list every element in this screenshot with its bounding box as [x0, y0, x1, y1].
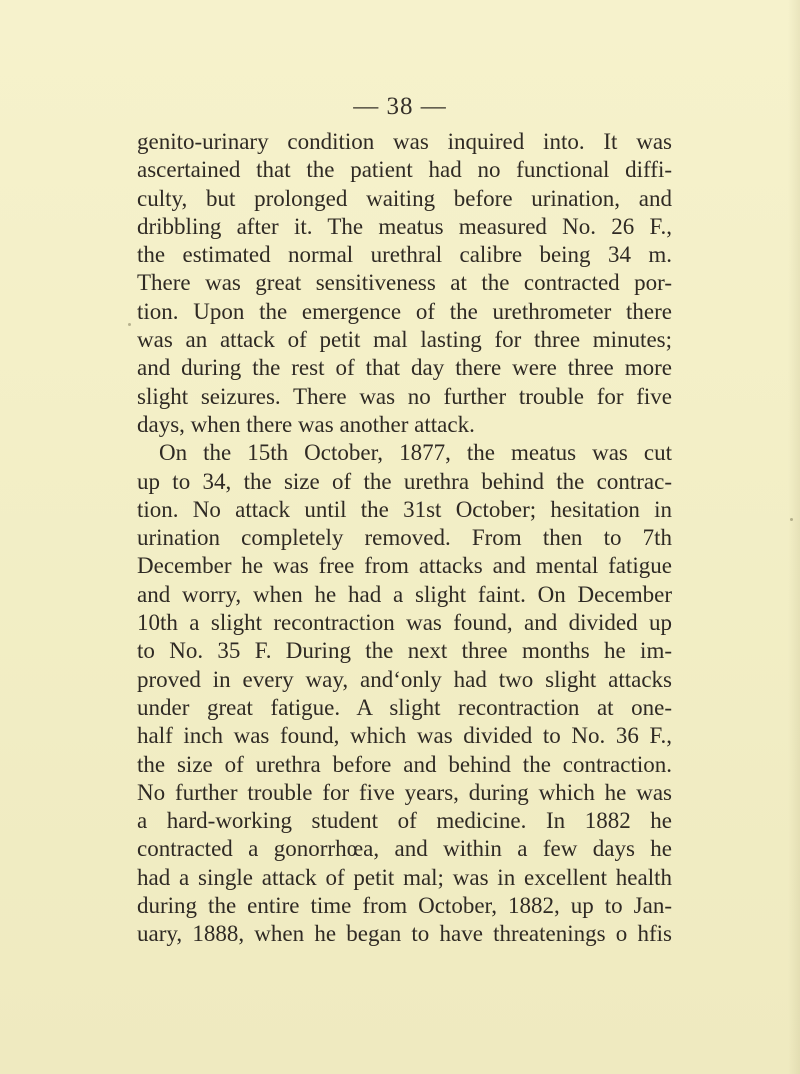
page-edge-shadow [788, 0, 800, 1074]
text-line: to No. 35 F. During the next three months he im- [137, 638, 672, 664]
text-line: urination completely removed. From then to 7th [137, 525, 672, 551]
text-line: December he was free from attacks and mental fatigue [137, 553, 672, 579]
text-line: was an attack of petit mal lasting for three minutes; [137, 327, 672, 353]
body-text [137, 128, 672, 949]
text-line: had a single attack of petit mal; was in excellent health [137, 864, 672, 890]
text-line: under great fatigue. A slight recontraction at one- [137, 694, 672, 720]
text-line: slight seizures. There was no further trouble for five [137, 383, 672, 409]
paragraph-end-line: days, when there was another attack. [137, 411, 475, 437]
text-line: No further trouble for five years, during which he was [137, 779, 672, 805]
paper-speck [128, 323, 131, 326]
text-line: tion. No attack until the 31st October; hesitation in [137, 496, 672, 522]
text-line: ascertained that the patient had no functional diffi- [137, 157, 672, 183]
text-line: proved in every way, and‘only had two slight attacks [137, 666, 672, 692]
text-line: the estimated normal urethral calibre being 34 m. [137, 242, 672, 268]
text-line: uary, 1888, when he began to have threatenings o hfis [137, 921, 672, 947]
text-line: up to 34, the size of the urethra behind the contrac- [137, 468, 672, 494]
text-line: a hard-working student of medicine. In 1882 he [137, 808, 672, 834]
text-line: half inch was found, which was divided to No. 36 F., [137, 723, 672, 749]
text-line: the size of urethra before and behind the contraction. [137, 751, 672, 777]
text-line: during the entire time from October, 1882, up to Jan- [137, 893, 672, 919]
paragraph-start-line: On the 15th October, 1877, the meatus was cut [159, 440, 672, 466]
text-line: and worry, when he had a slight faint. On December [137, 581, 672, 607]
text-line: There was great sensitiveness at the contracted por- [137, 270, 672, 296]
text-line: culty, but prolonged waiting before urination, and [137, 185, 672, 211]
text-line: genito-urinary condition was inquired into. It was [137, 129, 672, 154]
text-line: tion. Upon the emergence of the urethrometer there [137, 298, 672, 324]
paper-speck [790, 518, 793, 521]
text-line: 10th a slight recontraction was found, and divided up [137, 610, 672, 636]
text-line: contracted a gonorrhœa, and within a few days he [137, 836, 672, 862]
text-line: dribbling after it. The meatus measured No. 26 F., [137, 213, 672, 239]
page-number: — 38 — [353, 93, 447, 120]
text-line: and during the rest of that day there were three more [137, 355, 672, 381]
